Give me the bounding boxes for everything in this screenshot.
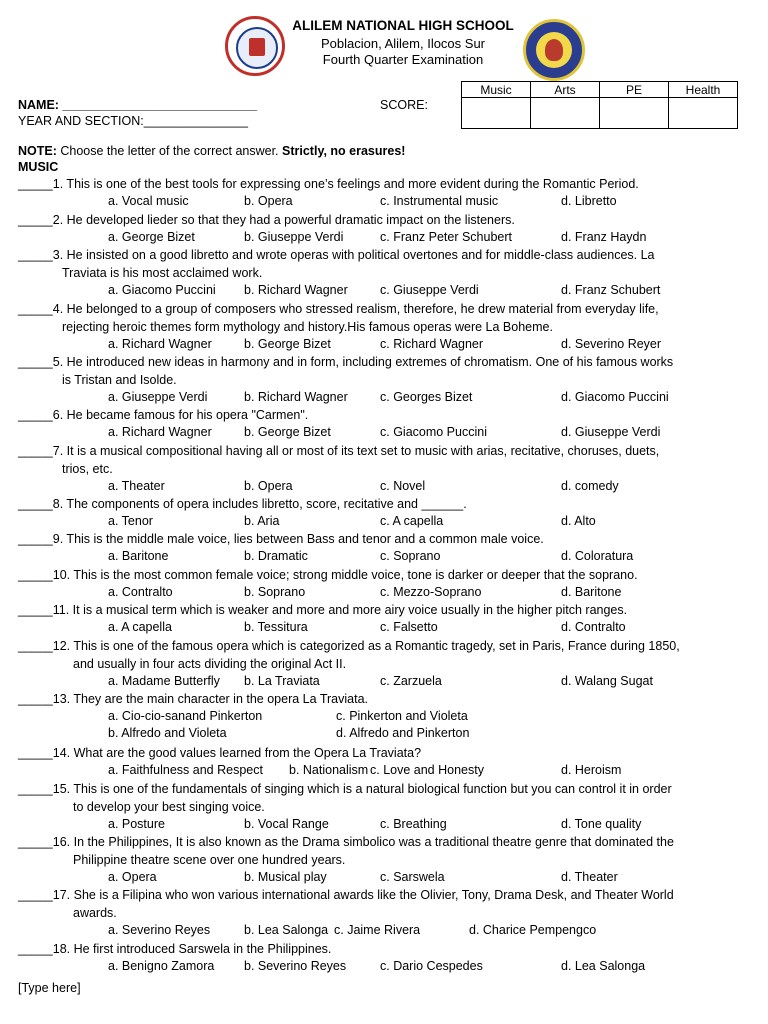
choice-d: d. Coloratura	[561, 548, 634, 563]
choice-c: c. Breathing	[380, 816, 447, 831]
question-2	[18, 212, 748, 230]
question-text: _____17. She is a Filipina who won various international awards like the Olivier, Tony, Drama Desk, and Theater World	[18, 888, 674, 902]
choice-b: b. George Bizet	[244, 424, 331, 439]
question-text: _____4. He belonged to a group of composers who stressed realism, therefore, he drew material from everyday life,	[18, 302, 659, 316]
question-text-continued: Traviata is his most acclaimed work.	[62, 265, 263, 280]
choice-d: d. Tone quality	[561, 816, 642, 831]
instructions	[18, 144, 405, 158]
school-address: Poblacion, Alilem, Ilocos Sur	[320, 36, 486, 51]
question-text: _____9. This is the middle male voice, lies between Bass and tenor and a common male voice.	[18, 532, 544, 546]
question-text: _____2. He developed lieder so that they had a powerful dramatic impact on the listeners.	[18, 213, 515, 227]
question-5	[18, 354, 748, 390]
choice-a: a. Contralto	[108, 584, 173, 599]
question-text: _____1. This is one of the best tools for expressing one’s feelings and more evident during the Romantic Period.	[18, 177, 639, 191]
score-header-arts: Arts	[531, 82, 600, 98]
question-12	[18, 638, 748, 674]
question-text: _____3. He insisted on a good libretto and wrote operas with political overtones and for middle-class audiences. La	[18, 248, 655, 262]
choice-a: a. Benigno Zamora	[108, 958, 215, 973]
choice-c: c. Instrumental music	[380, 193, 499, 208]
note-emphasis: Strictly, no erasures!	[282, 144, 406, 158]
question-text: _____13. They are the main character in the opera La Traviata.	[18, 692, 368, 706]
choice-c: c. Soprano	[380, 548, 441, 563]
choice-c: c. Mezzo-Soprano	[380, 584, 482, 599]
choice-d: d. Alfredo and Pinkerton	[336, 726, 470, 741]
question-text-continued: rejecting heroic themes form mythology and history.His famous operas were La Boheme.	[62, 319, 553, 334]
question-text-continued: Philippine theatre scene over one hundred years.	[73, 852, 346, 867]
choice-b: b. Richard Wagner	[244, 282, 348, 297]
score-header-health: Health	[669, 82, 738, 98]
name-field[interactable]: NAME: ____________________________	[18, 98, 258, 112]
question-text-continued: trios, etc.	[62, 461, 113, 476]
question-text: _____11. It is a musical term which is weaker and more and more airy voice usually in the higher pitch ranges.	[18, 603, 628, 617]
question-text: _____15. This is one of the fundamentals of singing which is a natural biological function but you can control it in order	[18, 782, 672, 796]
question-text: _____18. He first introduced Sarswela in the Philippines.	[18, 942, 332, 956]
question-10	[18, 567, 748, 585]
choice-a: a. Opera	[108, 869, 157, 884]
choice-c: c. Falsetto	[380, 619, 438, 634]
choice-b: b. Opera	[244, 478, 293, 493]
choice-d: d. comedy	[561, 478, 619, 493]
question-text: _____16. In the Philippines, It is also known as the Drama simbolico was a traditional theatre genre that dominated the	[18, 835, 674, 849]
choice-b: b. Tessitura	[244, 619, 308, 634]
question-9	[18, 531, 748, 549]
choice-d: d. Baritone	[561, 584, 622, 599]
choice-b: b. Vocal Range	[244, 816, 329, 831]
choice-a: a. Giacomo Puccini	[108, 282, 216, 297]
choice-b: b. Giuseppe Verdi	[244, 229, 344, 244]
score-label: SCORE:	[380, 98, 428, 112]
question-6	[18, 407, 748, 425]
choice-a: a. Richard Wagner	[108, 336, 212, 351]
question-3	[18, 247, 748, 283]
choice-c: c. A capella	[380, 513, 444, 528]
question-8	[18, 496, 748, 514]
choice-c: b. Alfredo and Violeta	[108, 726, 227, 741]
question-text: _____14. What are the good values learned from the Opera La Traviata?	[18, 746, 422, 760]
question-16	[18, 834, 748, 870]
question-text: _____5. He introduced new ideas in harmony and in form, including extremes of chromatism. One of his famous works	[18, 355, 674, 369]
choice-a: a. Faithfulness and Respect	[108, 762, 263, 777]
choice-a: a. Severino Reyes	[108, 922, 211, 937]
question-7	[18, 443, 748, 479]
choice-d: d. Giacomo Puccini	[561, 389, 669, 404]
choice-b: b. Richard Wagner	[244, 389, 348, 404]
choice-a: a. Cio-cio-sanand Pinkerton	[108, 708, 263, 723]
choice-c: c. Dario Cespedes	[380, 958, 483, 973]
footer-placeholder: [Type here]	[18, 981, 81, 995]
choice-c: c. Giacomo Puccini	[380, 424, 487, 439]
school-name: ALILEM NATIONAL HIGH SCHOOL	[292, 18, 514, 33]
choice-b: b. Aria	[244, 513, 280, 528]
choice-d: d. Theater	[561, 869, 618, 884]
question-text-continued: and usually in four acts dividing the original Act II.	[73, 656, 347, 671]
question-text-continued: to develop your best singing voice.	[73, 799, 265, 814]
choice-c: c. Love and Honesty	[370, 762, 484, 777]
question-text: _____6. He became famous for his opera "Carmen".	[18, 408, 309, 422]
question-text-continued: is Tristan and Isolde.	[62, 372, 177, 387]
choice-c: c. Georges Bizet	[380, 389, 473, 404]
question-11	[18, 602, 748, 620]
question-15	[18, 781, 748, 817]
question-text: _____8. The components of opera includes libretto, score, recitative and ______.	[18, 497, 467, 511]
choice-a: a. Tenor	[108, 513, 153, 528]
choice-c: c. Jaime Rivera	[334, 922, 421, 937]
choice-a: a. Giuseppe Verdi	[108, 389, 208, 404]
choice-a: a. Theater	[108, 478, 165, 493]
choice-d: d. Severino Reyer	[561, 336, 662, 351]
choice-a: a. A capella	[108, 619, 172, 634]
question-18	[18, 941, 748, 959]
choice-b: b. Lea Salonga	[244, 922, 329, 937]
choice-d: d. Lea Salonga	[561, 958, 646, 973]
choice-c: c. Giuseppe Verdi	[380, 282, 479, 297]
choice-d: d. Contralto	[561, 619, 626, 634]
note-prefix: NOTE:	[18, 144, 57, 158]
choice-b: b. Dramatic	[244, 548, 308, 563]
choice-a: a. Richard Wagner	[108, 424, 212, 439]
question-14	[18, 745, 748, 763]
score-table	[461, 81, 738, 129]
choice-d: d. Heroism	[561, 762, 622, 777]
year-section-field[interactable]: YEAR AND SECTION:_______________	[18, 114, 248, 128]
score-header-music: Music	[462, 82, 531, 98]
question-4	[18, 301, 748, 337]
choice-d: d. Libretto	[561, 193, 617, 208]
choice-c: c. Novel	[380, 478, 426, 493]
choice-a: a. Posture	[108, 816, 165, 831]
choice-d: d. Walang Sugat	[561, 673, 653, 688]
note-text: Choose the letter of the correct answer.	[56, 144, 283, 158]
choice-b: b. La Traviata	[244, 673, 320, 688]
question-text: _____7. It is a musical compositional having all or most of its text set to music with arias, recitative, choruses, duets,	[18, 444, 660, 458]
section-title: MUSIC	[18, 160, 59, 174]
choice-b: b. Soprano	[244, 584, 306, 599]
score-header-pe: PE	[600, 82, 669, 98]
choice-b: b. Severino Reyes	[244, 958, 347, 973]
choice-a: a. George Bizet	[108, 229, 195, 244]
question-1	[18, 176, 748, 194]
question-text: _____10. This is the most common female voice; strong middle voice, tone is darker or deeper that the soprano.	[18, 568, 638, 582]
choice-b: b. Opera	[244, 193, 293, 208]
choice-b: c. Pinkerton and Violeta	[336, 708, 468, 723]
question-text: _____12. This is one of the famous opera which is categorized as a Romantic tragedy, set in Paris, France during 1850,	[18, 639, 680, 653]
choice-c: c. Franz Peter Schubert	[380, 229, 513, 244]
choice-c: c. Zarzuela	[380, 673, 442, 688]
choice-b: b. George Bizet	[244, 336, 331, 351]
choice-d: d. Giuseppe Verdi	[561, 424, 661, 439]
question-13	[18, 691, 748, 709]
score-cell-health[interactable]	[669, 98, 738, 129]
score-cell-pe[interactable]	[600, 98, 669, 129]
question-17	[18, 887, 748, 923]
choice-b: b. Musical play	[244, 869, 327, 884]
exam-title: Fourth Quarter Examination	[322, 52, 484, 67]
choice-c: c. Richard Wagner	[380, 336, 484, 351]
choice-a: a. Baritone	[108, 548, 169, 563]
question-text-continued: awards.	[73, 905, 117, 920]
choice-d: d. Charice Pempengco	[469, 922, 597, 937]
score-cell-music[interactable]	[462, 98, 531, 129]
choice-c: c. Sarswela	[380, 869, 445, 884]
deped-seal	[523, 19, 585, 81]
choice-d: d. Franz Schubert	[561, 282, 661, 297]
choice-d: d. Franz Haydn	[561, 229, 647, 244]
choice-a: a. Vocal music	[108, 193, 189, 208]
choice-a: a. Madame Butterfly	[108, 673, 220, 688]
score-cell-arts[interactable]	[531, 98, 600, 129]
choice-d: d. Alto	[561, 513, 596, 528]
choice-b: b. Nationalism	[289, 762, 369, 777]
